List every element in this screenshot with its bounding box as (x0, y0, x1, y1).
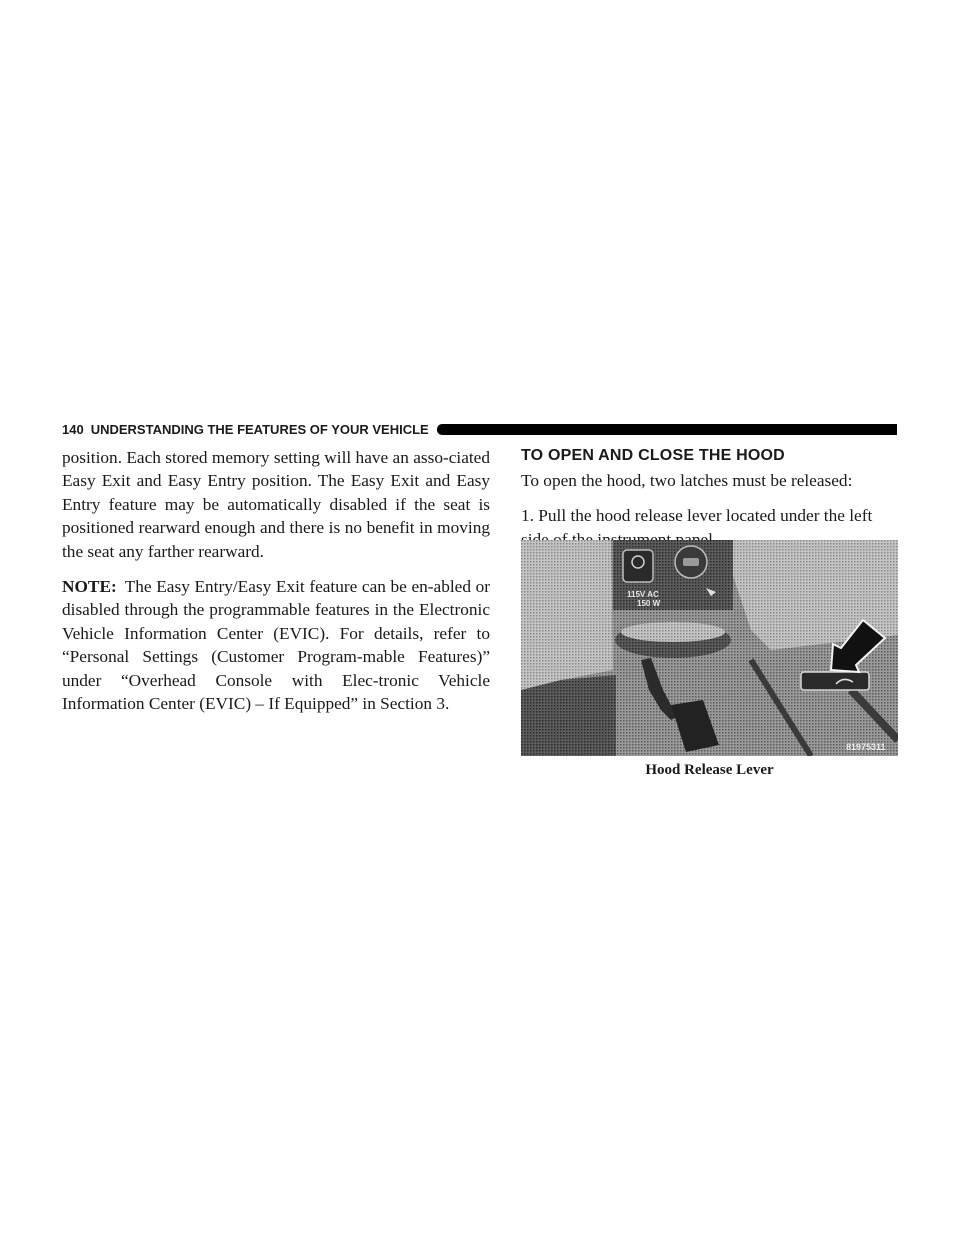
header-rule-bar (437, 424, 897, 435)
hood-release-lever-photo (521, 540, 898, 756)
hood-step-1: 1. Pull the hood release lever located under the left (521, 506, 873, 526)
outlet-label-line2: 150 W (637, 599, 661, 608)
hood-intro: To open the hood, two latches must be released: (521, 471, 853, 490)
figure-caption: Hood Release Lever (645, 762, 774, 778)
photo-illustration (521, 540, 898, 756)
page-number: 140 (62, 421, 84, 437)
page-header (62, 418, 897, 440)
section-title: UNDERSTANDING THE FEATURES OF YOUR VEHICLE (90, 421, 429, 437)
note-paragraph (62, 575, 490, 715)
hood-heading: TO OPEN AND CLOSE THE HOOD (521, 447, 785, 464)
outlet-label-line1: 115V AC (627, 590, 659, 599)
hood-release-lever-icon (801, 672, 869, 690)
note-label: NOTE: (62, 577, 117, 597)
easy-exit-paragraph: position. Each stored memory setting will have an asso-ciated Easy Exit and Easy Entry position. The Easy Exit and Easy Entry feature may be automatically disabled if the seat is positioned rearward enough and there is no benefit in moving the seat any farther rearward. (62, 448, 490, 561)
image-code: 81975311 (846, 742, 886, 752)
left-column (62, 446, 490, 727)
power-switch-icon (623, 550, 653, 582)
note-text: The Easy Entry/Easy Exit feature can be en-abled or disabled through the programmable features in the Electronic Vehicle Information Center (EVIC). For details, refer to “Personal Settings (Customer Program-mable Features)” under “Overhead Console with Elec-tronic Vehicle Information Center (EVIC) – If Equipped” in Section 3. (62, 577, 490, 714)
